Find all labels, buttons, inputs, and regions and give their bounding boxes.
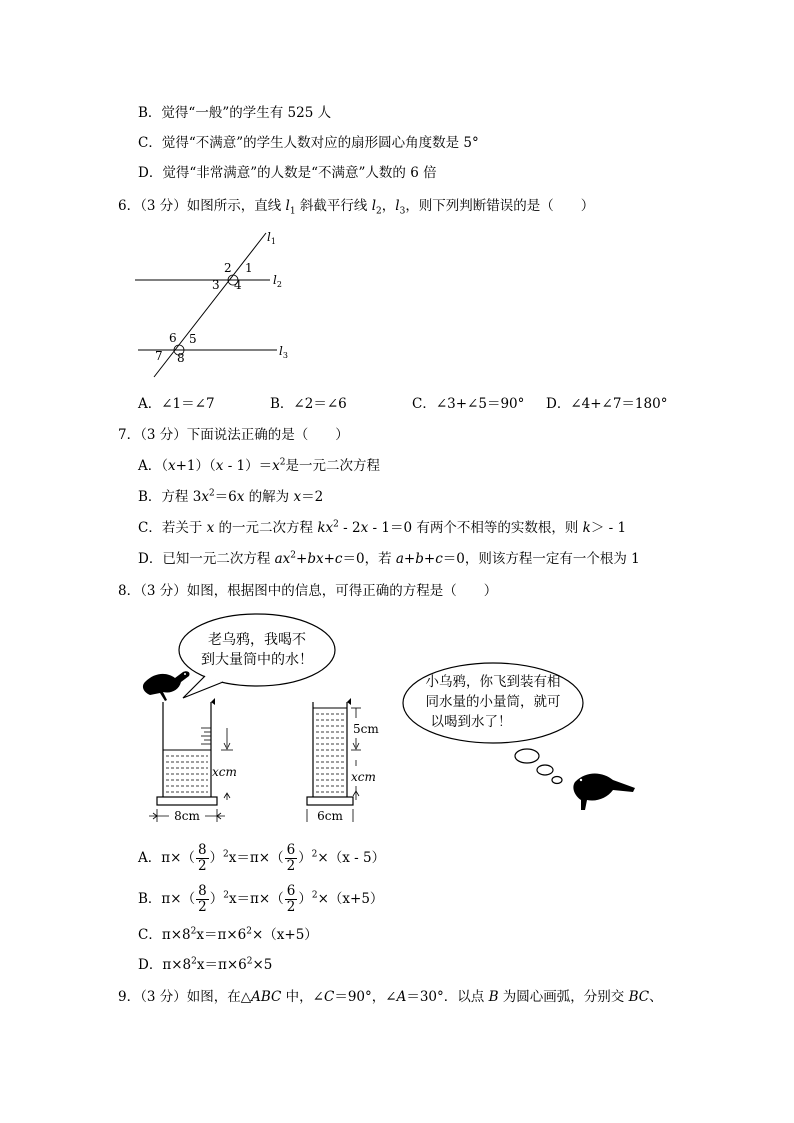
t: x xyxy=(168,458,176,474)
q6-comma: ， xyxy=(381,198,396,214)
t: ＝0，则该方程一定有一个根为 1 xyxy=(442,551,640,567)
t: 6 xyxy=(286,883,296,899)
t: x＝π×6 xyxy=(196,927,247,943)
small-height-bottom-label: xcm xyxy=(351,770,376,784)
bubble-right-line1: 小乌鸦，你飞到装有相 xyxy=(425,674,561,690)
angle-1: 1 xyxy=(245,261,253,275)
t: 2 xyxy=(223,890,229,901)
t: 8 xyxy=(198,883,207,899)
q6-stem-text: ，则下列判断错误的是（ ） xyxy=(405,198,595,214)
t: ＝2 xyxy=(301,489,324,505)
big-height-label: xcm xyxy=(212,765,237,779)
t: 2 xyxy=(286,858,296,874)
t: ） xyxy=(298,850,312,866)
q7-stem-text: 下面说法正确的是（ ） xyxy=(186,427,349,443)
q8-option-d xyxy=(138,956,272,974)
t: 2 xyxy=(333,519,339,530)
t: C．π×8 xyxy=(138,927,191,943)
small-width-label: 6cm xyxy=(317,809,343,823)
t: - 1＝0 有两个不相等的实数根，则 xyxy=(368,520,583,536)
t: x＝π×6 xyxy=(196,957,247,973)
q6-figure xyxy=(130,225,300,385)
t: B xyxy=(488,989,499,1005)
t: c xyxy=(334,551,343,567)
t: 2 xyxy=(290,550,297,561)
fraction xyxy=(196,843,209,874)
t: π×（ xyxy=(161,850,195,866)
t: x xyxy=(201,489,209,505)
t: k xyxy=(582,520,591,536)
fraction xyxy=(196,884,209,915)
t: 中，∠ xyxy=(281,989,324,1005)
t: a+b+c xyxy=(395,551,443,567)
t: C．若关于 xyxy=(138,520,207,536)
q8-figure xyxy=(135,610,645,832)
t: 2 xyxy=(246,926,252,937)
t: bx xyxy=(307,551,324,567)
t: ） xyxy=(209,891,224,907)
t: 2 xyxy=(191,956,197,967)
t: x xyxy=(293,489,302,505)
t: D．π×8 xyxy=(138,957,192,973)
t: ＝0，若 xyxy=(342,551,396,567)
fraction xyxy=(285,843,298,874)
t: + xyxy=(323,551,335,567)
angle-4: 4 xyxy=(234,278,242,292)
q7-stem xyxy=(118,426,349,444)
big-width-label: 8cm xyxy=(174,809,200,823)
angle-3: 3 xyxy=(212,278,220,292)
angle-8: 8 xyxy=(177,351,185,365)
t: ×（x - 5） xyxy=(317,850,386,866)
t: x＝π×（ xyxy=(228,850,284,866)
q6-sub: 3 xyxy=(399,206,406,217)
crow-left-icon xyxy=(143,671,190,701)
t: x xyxy=(215,458,224,474)
q7-number: 7． xyxy=(118,427,141,443)
t: 2 xyxy=(190,926,197,937)
q8-option-a xyxy=(138,841,385,875)
angle-7: 7 xyxy=(155,349,163,363)
t: +1）（ xyxy=(175,458,216,474)
angle-2: 2 xyxy=(224,261,232,275)
big-cylinder xyxy=(149,698,237,823)
t: 是一元二次方程 xyxy=(285,458,380,474)
q6-option-a: A．∠1＝∠7 xyxy=(138,396,215,412)
t: x xyxy=(236,489,245,505)
t: ×（x+5） xyxy=(251,927,318,943)
q7-option-c xyxy=(138,519,626,537)
bubble-right-line3: 以喝到水了！ xyxy=(430,714,512,730)
t: D．已知一元二次方程 xyxy=(138,551,275,567)
t: A． xyxy=(138,850,162,866)
t: 的一元二次方程 xyxy=(214,520,318,536)
t: 2 xyxy=(208,488,215,499)
q5-option-d: D．觉得“非常满意”的人数是“不满意”人数的 6 倍 xyxy=(138,165,437,181)
t: ＝30°．以点 xyxy=(406,989,489,1005)
t: 2 xyxy=(246,956,253,967)
q7-score: （3 分） xyxy=(140,427,187,443)
t: 、 xyxy=(649,989,663,1005)
t: 8 xyxy=(197,842,207,858)
t: - 1）＝ xyxy=(223,458,273,474)
label-l3: $l_3$ xyxy=(279,344,288,360)
t: 2 xyxy=(198,899,207,915)
q9-stem xyxy=(118,988,663,1006)
q7-option-a xyxy=(138,457,380,475)
q6-option-d: D．∠4+∠7＝180° xyxy=(546,396,668,412)
q8-option-c xyxy=(138,926,318,944)
q6-l: l xyxy=(285,198,290,214)
q6-stem-text: 如图所示，直线 xyxy=(186,198,286,214)
t: 为圆心画弧，分别交 xyxy=(498,989,629,1005)
q5-option-c: C．觉得“不满意”的学生人数对应的扇形圆心角度数是 5° xyxy=(138,135,479,151)
t: 2 xyxy=(279,457,286,468)
t: B．方程 3 xyxy=(138,489,202,505)
crow-right-icon xyxy=(573,774,635,811)
q9-score: （3 分） xyxy=(140,989,187,1005)
q6-l: l xyxy=(371,198,377,214)
q6-stem xyxy=(118,197,594,215)
t: x xyxy=(360,520,369,536)
q6-sub: 2 xyxy=(376,206,382,217)
t: ×（x+5） xyxy=(317,891,384,907)
t: 2 xyxy=(197,858,207,874)
label-l2: $l_2$ xyxy=(273,273,282,289)
t: ＞ - 1 xyxy=(590,520,627,536)
small-cylinder xyxy=(307,698,379,823)
q6-sub: 1 xyxy=(289,206,296,217)
t: ax xyxy=(274,551,291,567)
small-height-top-label: 5cm xyxy=(353,722,379,736)
t: A．（ xyxy=(138,458,168,474)
q6-number: 6． xyxy=(118,198,141,214)
q8-number: 8． xyxy=(118,583,141,599)
q6-stem-text: 斜截平行线 xyxy=(295,198,372,214)
t: A xyxy=(396,989,407,1005)
q5-option-b: B．觉得“一般”的学生有 525 人 xyxy=(138,105,332,121)
label-l1: $l_1$ xyxy=(267,230,276,246)
t: ） xyxy=(298,891,312,907)
t: ＝90°，∠ xyxy=(334,989,397,1005)
q6-option-b: B．∠2＝∠6 xyxy=(270,396,347,412)
q6-l: l xyxy=(395,198,400,214)
t: 如图，在△ xyxy=(186,989,252,1005)
bubble-right-line2: 同水量的小量筒，就可 xyxy=(425,694,561,710)
q7-option-d xyxy=(138,550,640,568)
t: 的解为 xyxy=(244,489,294,505)
q9-number: 9． xyxy=(118,989,141,1005)
t: 6 xyxy=(286,842,296,858)
t: ABC xyxy=(251,989,282,1005)
q6-option-c: C．∠3+∠5＝90° xyxy=(412,396,525,412)
t: BC xyxy=(628,989,650,1005)
t: ×5 xyxy=(252,957,273,973)
t: π×（ xyxy=(161,891,196,907)
bubble-left-line1: 老乌鸦，我喝不 xyxy=(208,632,306,648)
q8-stem xyxy=(118,582,497,600)
t: ） xyxy=(209,850,224,866)
t: ＝6 xyxy=(214,489,237,505)
q8-stem-text: 如图，根据图中的信息，可得正确的方程是（ ） xyxy=(186,583,498,599)
t: 2 xyxy=(311,890,318,901)
fraction xyxy=(285,884,298,915)
t: - 2 xyxy=(338,520,361,536)
q8-score: （3 分） xyxy=(140,583,187,599)
t: x＝π×（ xyxy=(228,891,284,907)
t: x xyxy=(272,458,280,474)
t: 2 xyxy=(311,849,318,860)
t: x xyxy=(206,520,215,536)
q8-option-b xyxy=(138,882,383,916)
bubble-left-line2: 到大量筒中的水！ xyxy=(201,652,313,668)
angle-6: 6 xyxy=(169,331,177,345)
t: C xyxy=(323,989,335,1005)
t: + xyxy=(296,551,308,567)
t: 2 xyxy=(286,899,296,915)
t: B． xyxy=(138,891,162,907)
angle-5: 5 xyxy=(189,332,197,346)
q6-score: （3 分） xyxy=(140,198,187,214)
t: 2 xyxy=(223,849,229,860)
t: kx xyxy=(317,520,334,536)
q7-option-b xyxy=(138,488,323,506)
